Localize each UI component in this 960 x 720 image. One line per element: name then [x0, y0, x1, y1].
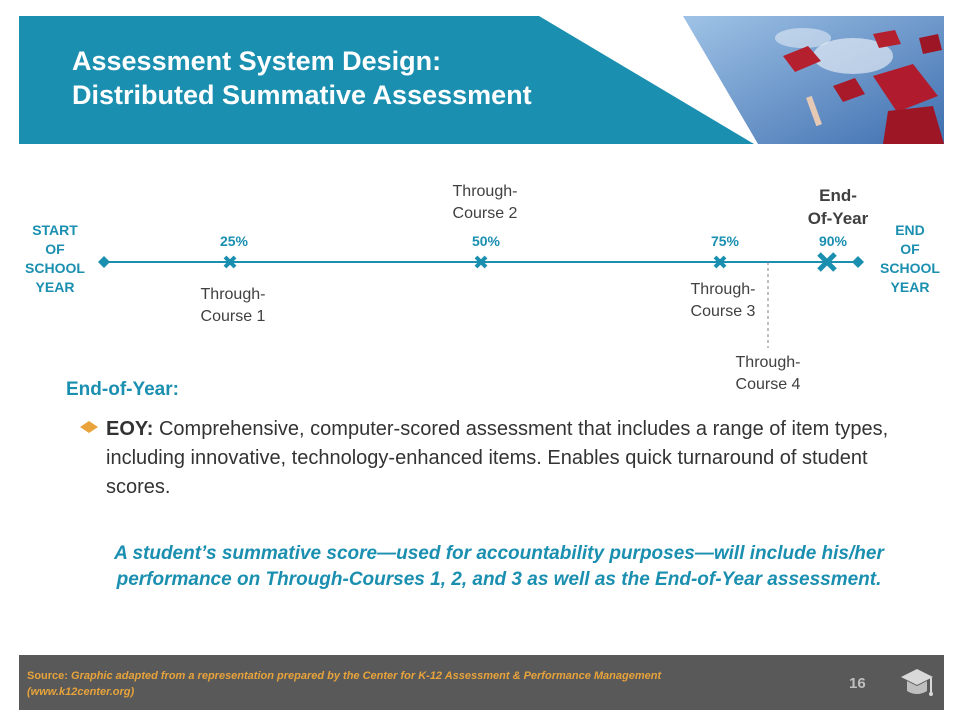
graduation-photo: [683, 16, 944, 144]
marker-90-percent: 90%: [818, 233, 848, 249]
marker-25-percent: 25%: [219, 233, 249, 249]
marker-75-percent: 75%: [710, 233, 740, 249]
summary-quote: A student’s summative score—used for accountability purposes—will include his/her performance on Through-Courses 1, 2, and 3 as well as the End-of-Year assessment.: [114, 543, 884, 590]
page-title: [72, 44, 532, 112]
through-course-3-label: Through- Course 3: [690, 281, 756, 320]
end-of-year-label: End- Of-Year: [807, 186, 869, 228]
title-line-2: Distributed Summative Assessment: [72, 80, 532, 110]
marker-50-percent: 50%: [471, 233, 501, 249]
source-text: Graphic adapted from a representation prepared by the Center for K-12 Assessment & Performance Management (www.k12center.org): [27, 670, 662, 698]
through-course-2-label: Through- Course 2: [452, 183, 518, 222]
diamond-arrow-icon: [80, 421, 98, 433]
timeline-start-diamond: [98, 256, 110, 268]
timeline-end-diamond: [852, 256, 864, 268]
bullet-description: Comprehensive, computer-scored assessment that includes a range of item types, including innovative, technology-enhanced items. Enables quick turnaround of student scores.: [106, 418, 889, 498]
bullet-text: [106, 415, 906, 502]
title-line-1: Assessment System Design:: [72, 46, 442, 76]
end-of-school-year-label: END OF SCHOOL YEAR: [880, 222, 940, 295]
page-number: 16: [849, 675, 866, 692]
section-heading: End-of-Year:: [66, 379, 179, 400]
graduation-cap-icon: [899, 667, 935, 703]
source-label: Source:: [27, 670, 68, 682]
bullet-term: EOY:: [106, 418, 154, 440]
source-citation: [27, 668, 727, 700]
through-course-4-label: Through- Course 4: [735, 354, 801, 393]
through-course-1-label: Through- Course 1: [200, 286, 266, 325]
footer-bar: [19, 655, 944, 710]
start-of-school-year-label: START OF SCHOOL YEAR: [25, 222, 85, 295]
